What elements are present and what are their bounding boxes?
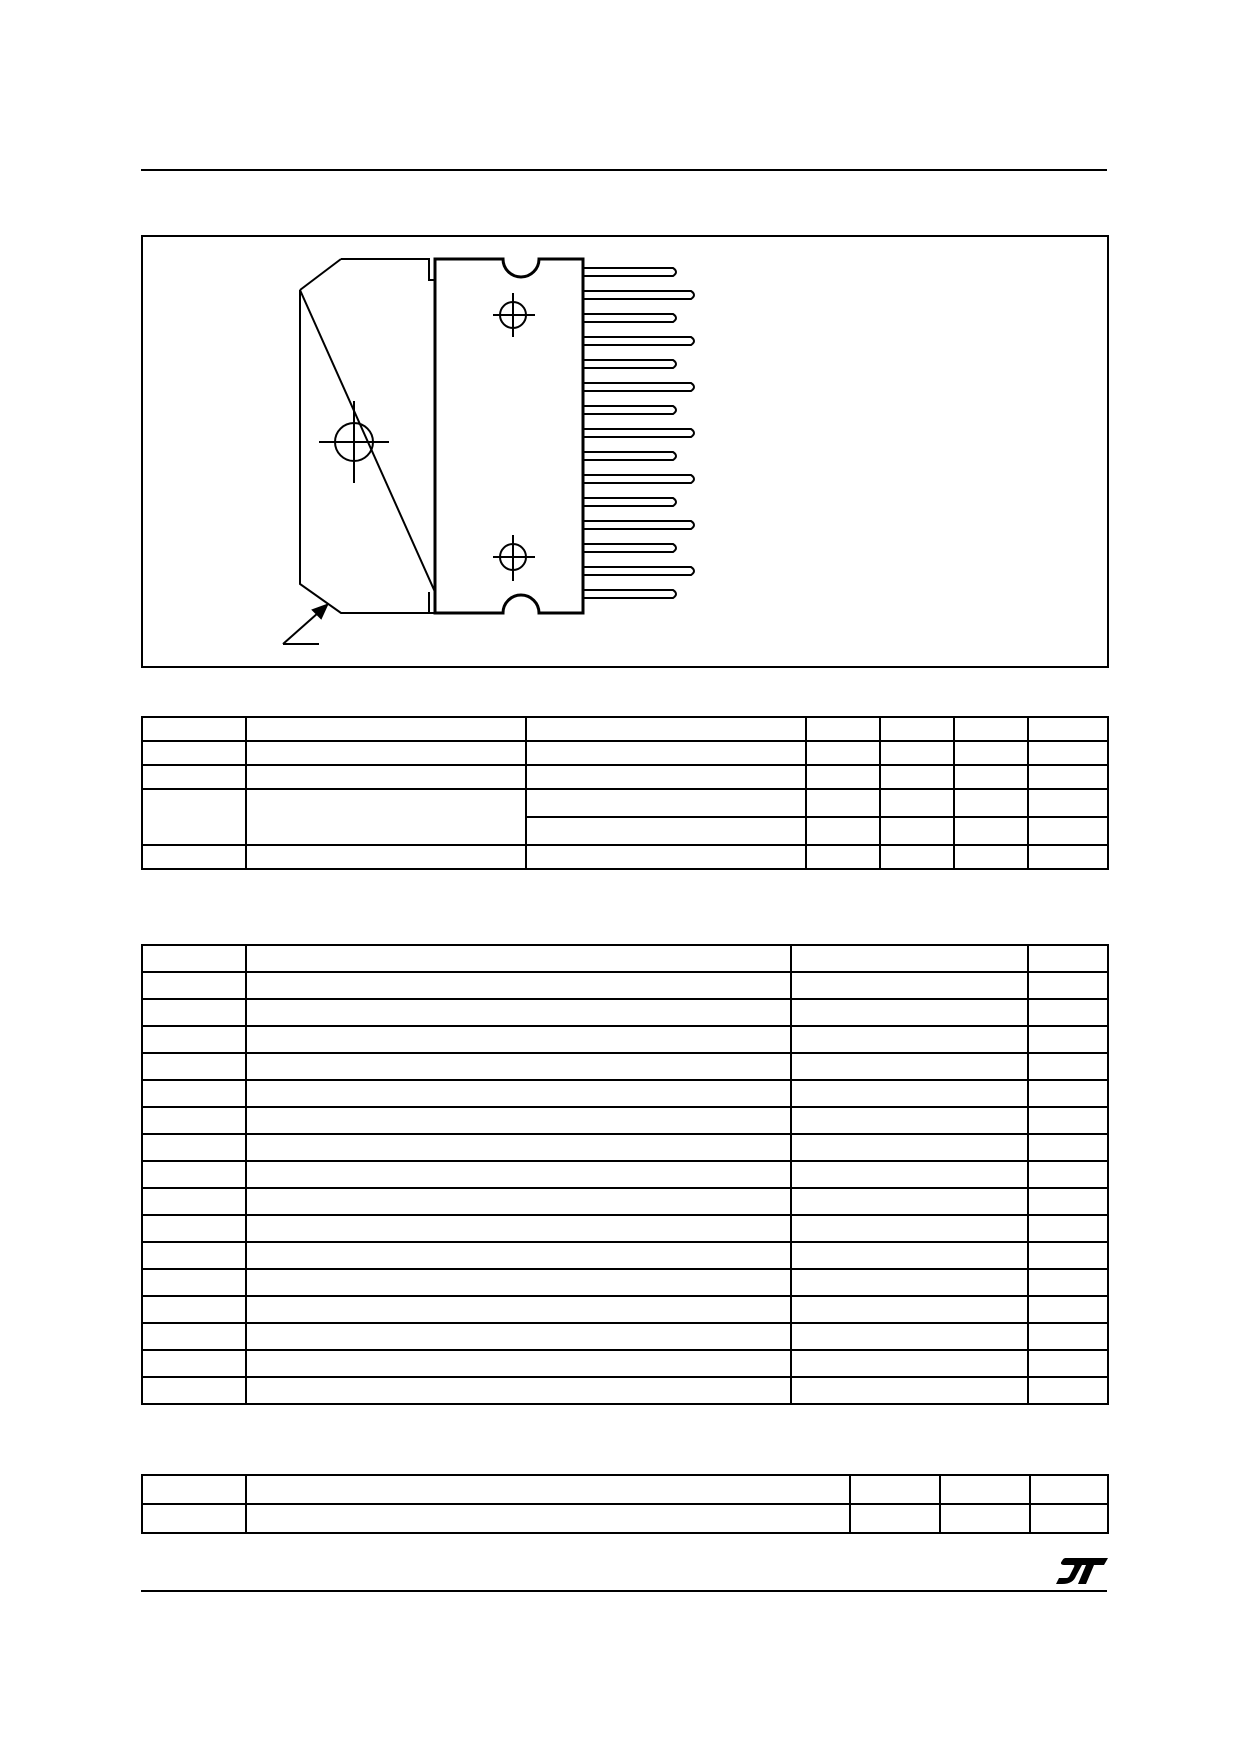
table-row [142, 1350, 1108, 1377]
package-drawing [143, 237, 1107, 666]
table-row [142, 717, 1108, 741]
mounting-hole-top [493, 293, 535, 337]
footer-rule [141, 1590, 1107, 1592]
package-pin [583, 314, 676, 322]
package-pin [583, 337, 694, 345]
package-pin [583, 475, 694, 483]
st-logo [1056, 1556, 1108, 1586]
package-pin [583, 498, 676, 506]
tab-arrow [283, 605, 327, 644]
table-row [142, 741, 1108, 765]
table-3 [141, 1474, 1109, 1534]
package-pin [583, 291, 694, 299]
table-row [142, 1296, 1108, 1323]
package-pin [583, 567, 694, 575]
package-pin [583, 544, 676, 552]
table-row [142, 999, 1108, 1026]
table-row [142, 1475, 1108, 1504]
table-row [142, 945, 1108, 972]
table-row [142, 1377, 1108, 1404]
table-2 [141, 944, 1109, 1405]
table-row [142, 972, 1108, 999]
table-row [142, 845, 1108, 869]
package-pin [583, 590, 676, 598]
header-rule [141, 169, 1107, 171]
package-pin [583, 268, 676, 276]
table-row [142, 1242, 1108, 1269]
package-pin [583, 429, 694, 437]
table-row [142, 1026, 1108, 1053]
package-pin [583, 383, 694, 391]
table-row [142, 1269, 1108, 1296]
package-pin [583, 521, 694, 529]
table-row [142, 1215, 1108, 1242]
table-row [142, 765, 1108, 789]
table-row [142, 1188, 1108, 1215]
table-row [142, 1161, 1108, 1188]
mounting-hole-large [319, 401, 389, 483]
table-row [142, 1053, 1108, 1080]
table-1 [141, 716, 1109, 870]
table-row [142, 1107, 1108, 1134]
package-pins [583, 268, 694, 598]
table-row [142, 1080, 1108, 1107]
package-body [435, 259, 583, 613]
heatsink-tab [300, 259, 435, 613]
table-row [142, 1323, 1108, 1350]
table-row [142, 1504, 1108, 1533]
package-pin [583, 452, 676, 460]
package-pin [583, 406, 676, 414]
table-row [142, 1134, 1108, 1161]
package-figure [141, 235, 1109, 668]
table-row [142, 789, 1108, 817]
package-pin [583, 360, 676, 368]
mounting-hole-bottom [493, 535, 535, 581]
